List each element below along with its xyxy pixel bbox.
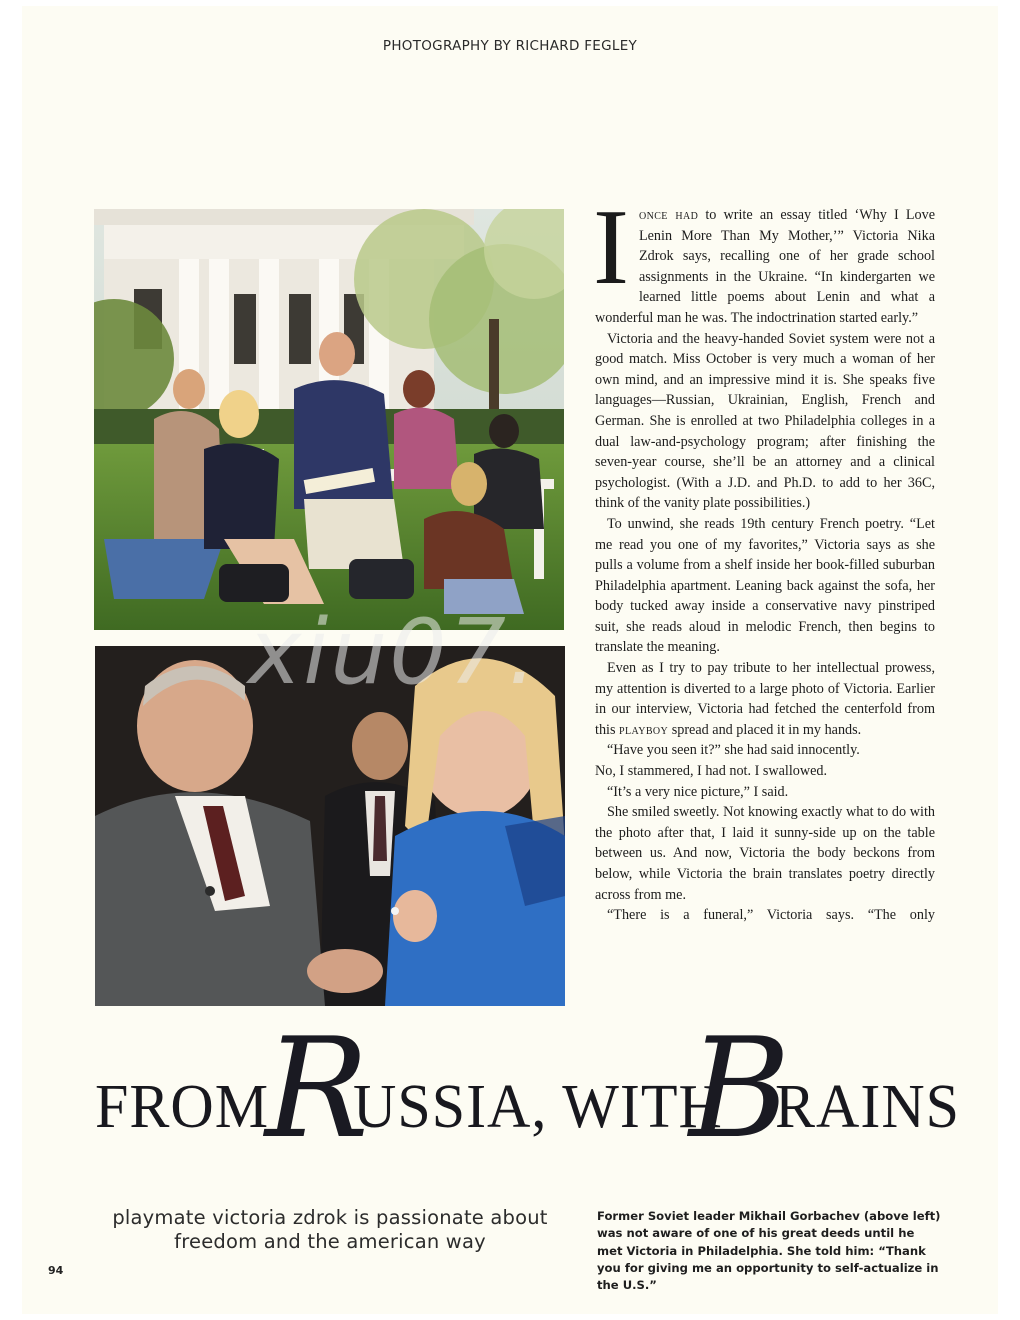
article-paragraph: “It’s a very nice picture,” I said. [607,783,789,800]
headline-word: FROM [95,1071,270,1141]
gorbachev-handshake-photo [95,646,565,1006]
article-paragraph: No, I stammered, I had not. I swallowed. [595,763,828,780]
article-paragraph: “Have you seen it?” she had said innocently. [607,742,860,759]
article-body [593,188,935,926]
article-paragraph [595,658,935,740]
campus-lawn-photo [94,209,564,630]
headline [95,1008,961,1180]
headline-initial: B [689,1008,791,1169]
article-paragraph: “There is a funeral,” Victoria says. “The only [607,907,935,924]
deck-subtitle: playmate victoria zdrok is passionate about freedom and the american way [112,1206,548,1253]
paragraph-text: spread and placed it in my hands. [668,721,862,738]
page-number: 94 [48,1264,64,1277]
article-paragraph: Victoria and the heavy-handed Soviet system were not a good match. Miss October is very much a woman of her own mind, and an impressive mind it is. She speaks five languages—Russian, Ukrainian, English, French and German. She is enrolled at two Philadelphia colleges in a dual law-and-psychology program; after finishing the seven-year course, she’ll be an attorney and a clinical psychologist. (With a J.D. and Ph.D. to add to her 36C, think of the vanity plate possibilities.) [595,330,935,512]
headline-word: USSIA, WITH [353,1071,723,1141]
article-paragraph: She smiled sweetly. Not knowing exactly what to do with the photo after that, I laid it sunny-side up on the table between us. And now, Victoria the body beckons from below, while Victoria the brain translates poetry directly across from me. [595,804,935,903]
watermark: xiu07. [248,600,539,705]
paragraph-text: Even as I try to pay tribute to her intellectual prowess, my attention is diverted to a large photo of Victoria. Earlier in our interview, Victoria had fetched the centerfold from this [595,660,935,738]
lead-in: once had [638,207,699,223]
photo-credit: PHOTOGRAPHY BY RICHARD FEGLEY [382,38,638,54]
photo-caption: Former Soviet leader Mikhail Gorbachev (above left) was not aware of one of his great deeds until he met Victoria in Philadelphia. She told him: “Thank you for giving me an opportunity to self-actualize in the U.S.” [597,1209,941,1293]
drop-cap: I [593,188,629,307]
article-paragraph [593,188,935,329]
headline-initial: R [265,1008,369,1169]
article-paragraph: To unwind, she reads 19th century French poetry. “Let me read you one of my favorites,” Victoria says as she pulls a volume from a shelf inside her book-filled suburban Philadelphia apartment. Leaning back against the sofa, her body tucked away inside a conservative navy pinstriped suit, she reads aloud in melodic French, then begins to translate the meaning. [595,515,935,656]
headline-word: RAINS [775,1071,961,1141]
paragraph-text: to write an essay titled ‘Why I Love Lenin More Than My Mother,’” Victoria Nika Zdrok says, recalling one of her grade school assignments in the Ukraine. “In kindergarten we learned little poems about Lenin and what a wonderful man he was. The indoctrination started early.” [595,207,935,326]
magazine-name: playboy [619,721,669,738]
